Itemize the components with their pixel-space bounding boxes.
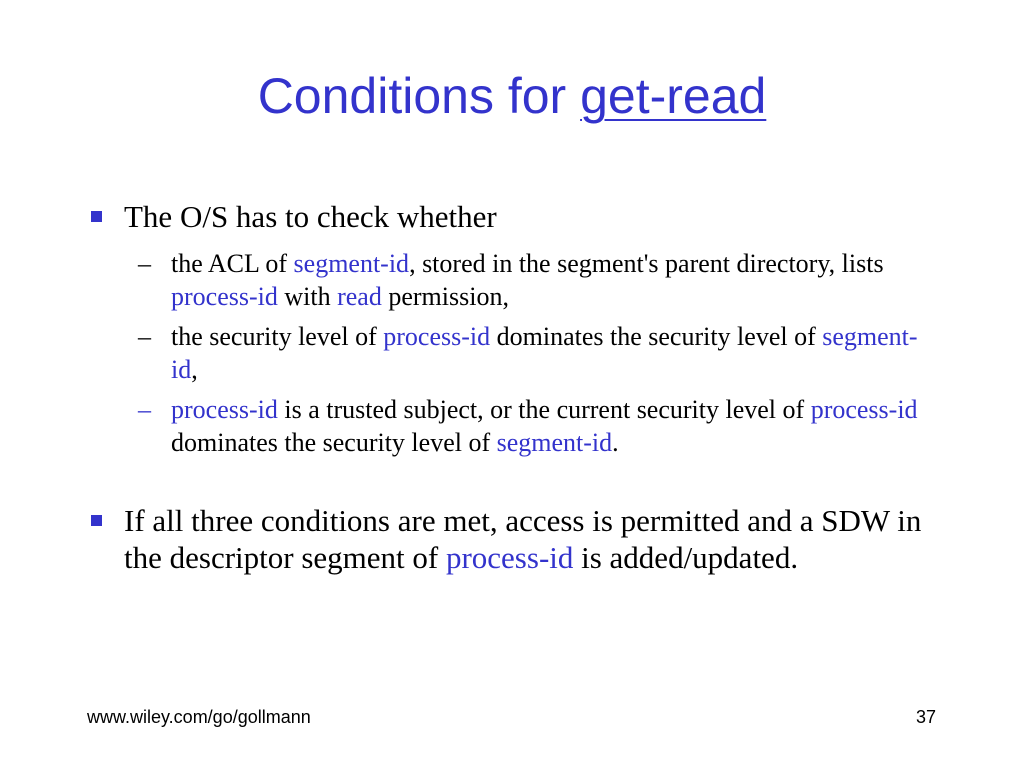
sub-item-security-level	[138, 320, 931, 386]
square-bullet-icon	[91, 211, 102, 222]
dash-bullet-icon: –	[138, 249, 151, 278]
sub-item-acl	[138, 247, 931, 313]
term-segment-id: segment-id	[496, 428, 613, 457]
term-segment-id: segment-id	[293, 249, 410, 278]
sub-text: the ACL of	[171, 249, 294, 278]
bullet-item-check	[124, 198, 954, 235]
square-bullet-icon	[91, 515, 102, 526]
sub-text: ,	[191, 355, 198, 384]
bullet-item-access	[124, 502, 954, 576]
sub-text: dominates the security level of	[490, 322, 823, 351]
sub-text: is a trusted subject, or the current security level of	[277, 395, 811, 424]
slide-title	[0, 66, 1024, 126]
dash-bullet-icon: –	[138, 322, 151, 351]
page-number: 37	[915, 707, 936, 727]
bullet-text: If all three conditions are met, access is permitted and a SDW in the descriptor segment of	[124, 503, 922, 575]
sub-item-trusted-subject	[138, 393, 931, 459]
sub-text: .	[612, 428, 619, 457]
dash-bullet-icon: –	[138, 395, 151, 424]
sub-text: dominates the security level of	[171, 428, 497, 457]
bullet-text: The O/S has to check whether	[124, 199, 497, 234]
sub-text: with	[277, 282, 338, 311]
term-read: read	[337, 282, 382, 311]
title-keyword: get-read	[580, 68, 767, 124]
footer-url: www.wiley.com/go/gollmann	[87, 707, 311, 727]
bullet-text: is added/updated.	[573, 540, 799, 575]
term-process-id: process-id	[445, 540, 574, 575]
term-process-id: process-id	[383, 322, 491, 351]
sub-text: the security level of	[171, 322, 384, 351]
term-process-id: process-id	[810, 395, 918, 424]
term-process-id: process-id	[171, 282, 278, 311]
term-segment-id: segment-id	[171, 322, 918, 384]
title-prefix: Conditions for	[257, 68, 581, 124]
sub-text: permission,	[381, 282, 509, 311]
term-process-id: process-id	[171, 395, 278, 424]
sub-text: , stored in the segment's parent directory, lists	[409, 249, 884, 278]
